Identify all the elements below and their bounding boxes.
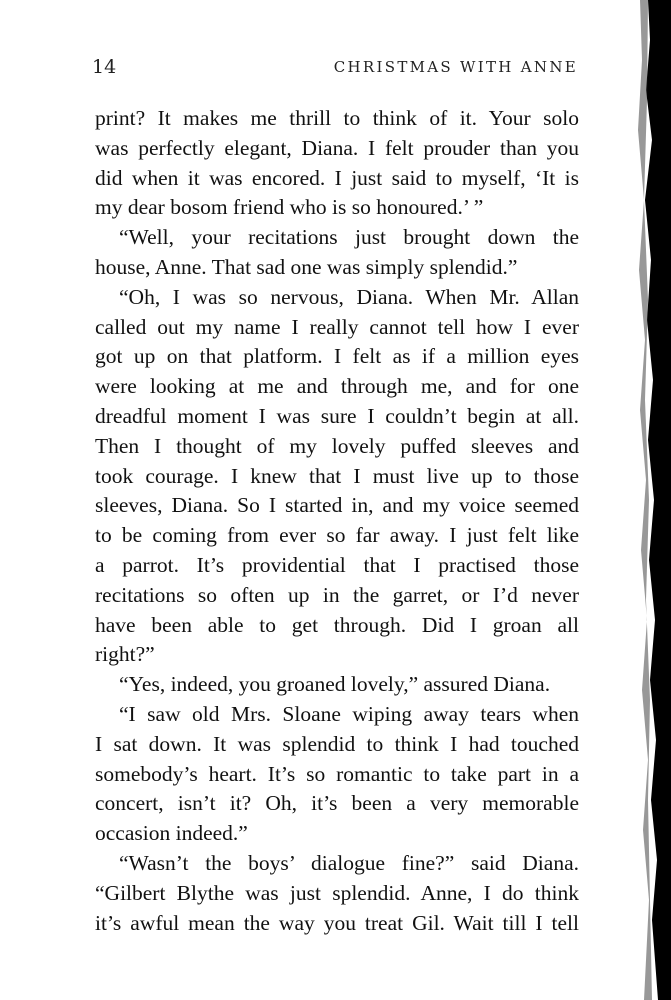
text-line: recitations so often up in the garret, or I’d never — [95, 582, 579, 607]
text-line: print? It makes me thrill to think of it. Your solo — [95, 106, 579, 130]
text-line: Then I thought of my lovely puffed sleeves and — [95, 433, 579, 458]
text-line: “Wasn’t the boys’ dialogue fine?” said Diana. — [119, 850, 579, 875]
page-edge-shadow — [628, 0, 671, 1000]
text-line: “I saw old Mrs. Sloane wiping away tears when — [119, 701, 579, 726]
page-number: 14 — [92, 56, 117, 78]
text-line: dreadful moment I was sure I couldn’t begin at all. — [95, 403, 579, 428]
text-line: were looking at me and through me, and for one — [95, 374, 579, 399]
text-line: a parrot. It’s providential that I practised those — [95, 552, 579, 577]
text-line: to be coming from ever so far away. I just felt like — [95, 523, 579, 548]
text-line: sleeves, Diana. So I started in, and my voice seemed — [95, 493, 579, 518]
text-line: it’s awful mean the way you treat Gil. Wait till I tell — [95, 910, 579, 935]
text-line: “Yes, indeed, you groaned lovely,” assured Diana. — [119, 672, 551, 697]
text-line: called out my name I really cannot tell how I ever — [95, 314, 579, 339]
text-line: have been able to get through. Did I groan all — [95, 612, 579, 637]
text-line: right?” — [95, 642, 155, 667]
text-line: took courage. I knew that I must live up to those — [95, 463, 579, 488]
page-header — [92, 56, 578, 84]
body-text — [95, 104, 579, 938]
text-line: somebody’s heart. It’s so romantic to take part in a — [95, 761, 579, 786]
text-line: “Gilbert Blythe was just splendid. Anne, I do think — [95, 880, 579, 905]
text-line: concert, isn’t it? Oh, it’s been a very memorable — [95, 791, 579, 816]
running-head: CHRISTMAS WITH ANNE — [333, 58, 578, 76]
text-line: “Well, your recitations just brought down the — [119, 225, 579, 250]
text-line: occasion indeed.” — [95, 821, 248, 846]
text-line: “Oh, I was so nervous, Diana. When Mr. Allan — [119, 284, 579, 309]
text-line: got up on that platform. I felt as if a million eyes — [95, 344, 579, 369]
text-line: was perfectly elegant, Diana. I felt prouder than you — [95, 135, 579, 160]
text-line: did when it was encored. I just said to myself, ‘It is — [95, 165, 579, 190]
text-line: my dear bosom friend who is so honoured.’ ” — [95, 195, 484, 220]
text-line: I sat down. It was splendid to think I had touched — [95, 731, 579, 756]
text-line: house, Anne. That sad one was simply splendid.” — [95, 254, 518, 279]
